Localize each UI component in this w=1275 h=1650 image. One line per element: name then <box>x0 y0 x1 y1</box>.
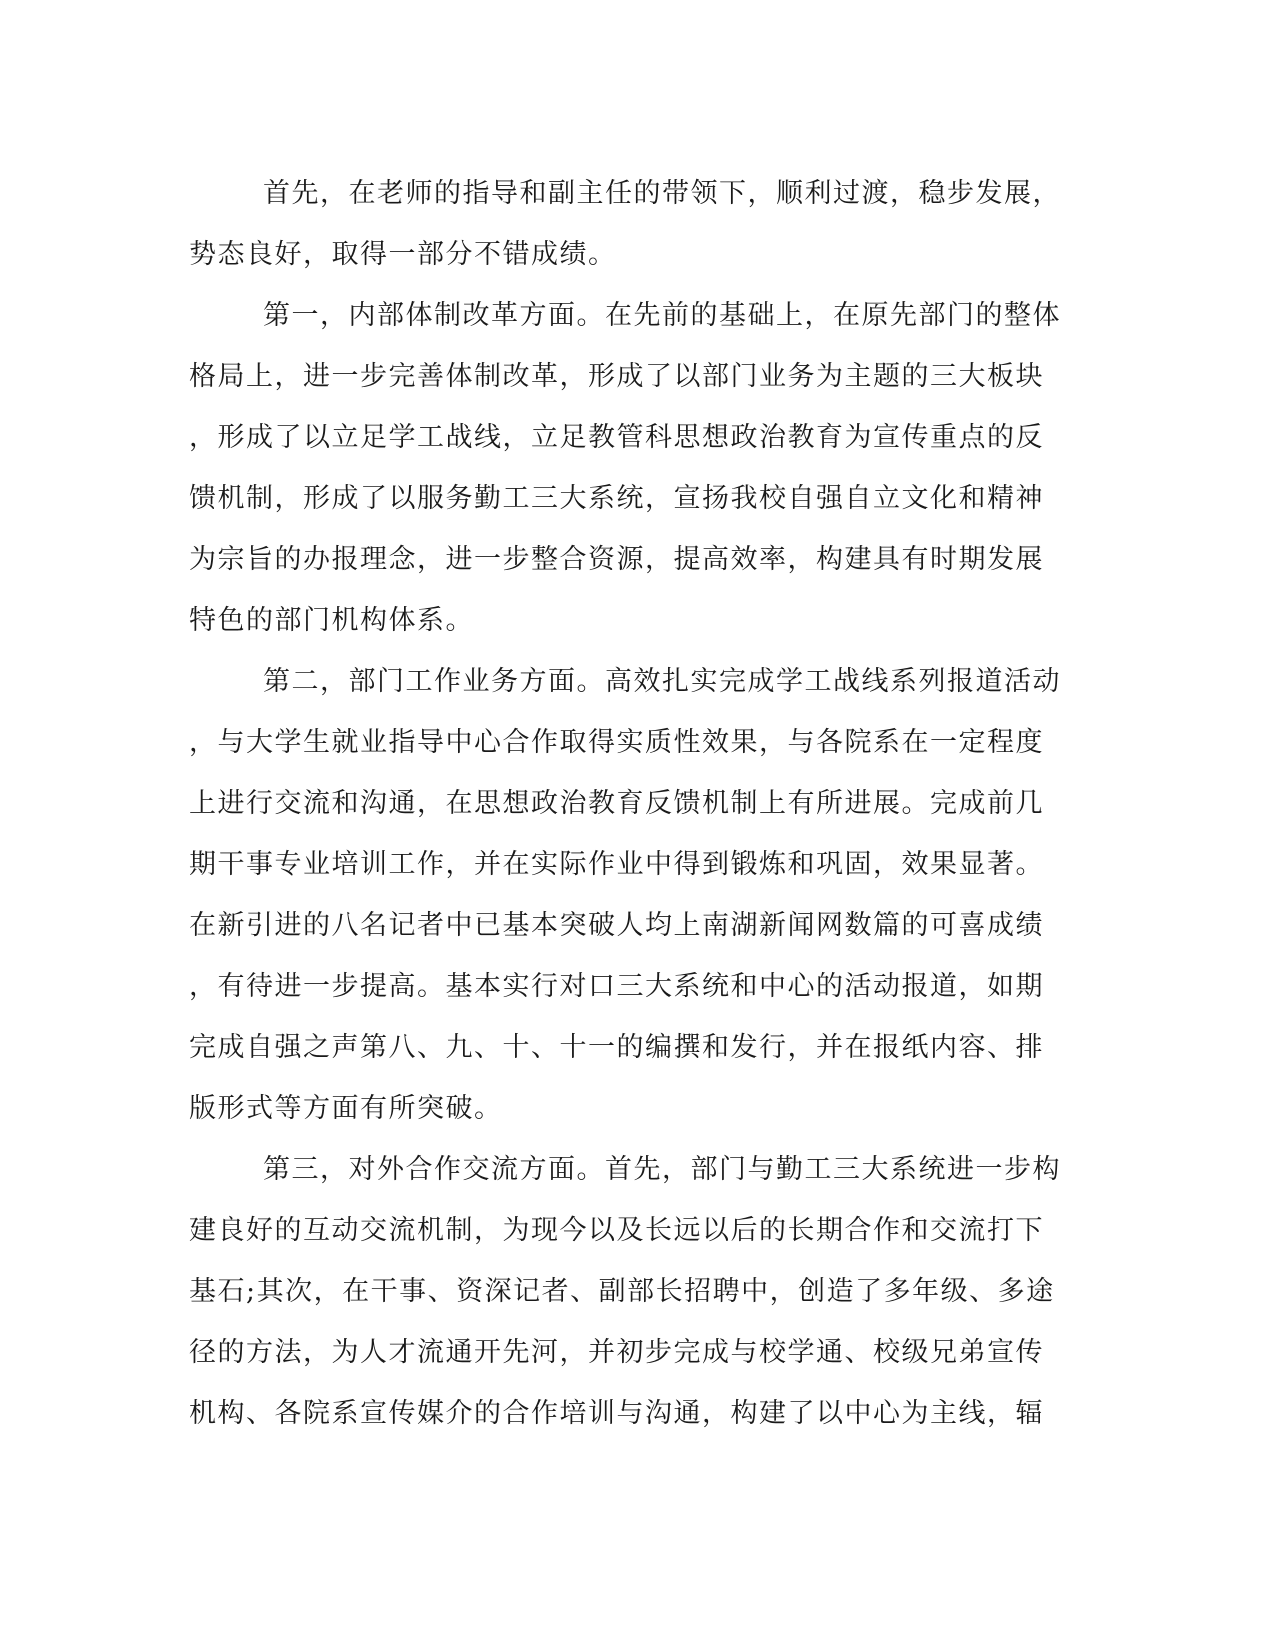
text-line: 基石;其次，在干事、资深记者、副部长招聘中，创造了多年级、多途 <box>189 1276 1055 1307</box>
text-line: 特色的部门机构体系。 <box>189 605 474 636</box>
text-line: ，有待进一步提高。基本实行对口三大系统和中心的活动报道，如期 <box>189 971 1044 1002</box>
text-line: 完成自强之声第八、九、十、十一的编撰和发行，并在报纸内容、排 <box>189 1032 1044 1063</box>
text-line: 版形式等方面有所突破。 <box>189 1093 503 1124</box>
text-line: 径的方法，为人才流通开先河，并初步完成与校学通、校级兄弟宣传 <box>189 1337 1044 1368</box>
text-line: ，与大学生就业指导中心合作取得实质性效果，与各院系在一定程度 <box>189 727 1044 758</box>
text-line: 在新引进的八名记者中已基本突破人均上南湖新闻网数篇的可喜成绩 <box>189 910 1044 941</box>
text-line: 第一，内部体制改革方面。在先前的基础上，在原先部门的整体 <box>263 300 1061 331</box>
paragraph-third <box>189 1139 1079 1444</box>
text-line: 第二，部门工作业务方面。高效扎实完成学工战线系列报道活动 <box>263 666 1061 697</box>
paragraph-second <box>189 651 1079 1139</box>
text-line: 上进行交流和沟通，在思想政治教育反馈机制上有所进展。完成前几 <box>189 788 1044 819</box>
text-line: 建良好的互动交流机制，为现今以及长远以后的长期合作和交流打下 <box>189 1215 1044 1246</box>
text-line: 机构、各院系宣传媒介的合作培训与沟通，构建了以中心为主线，辐 <box>189 1398 1044 1429</box>
paragraph-first <box>189 285 1079 651</box>
text-line: ，形成了以立足学工战线，立足教管科思想政治教育为宣传重点的反 <box>189 422 1044 453</box>
text-line: 格局上，进一步完善体制改革，形成了以部门业务为主题的三大板块 <box>189 361 1044 392</box>
text-line: 为宗旨的办报理念，进一步整合资源，提高效率，构建具有时期发展 <box>189 544 1044 575</box>
text-line: 势态良好，取得一部分不错成绩。 <box>189 239 617 270</box>
text-line: 第三，对外合作交流方面。首先，部门与勤工三大系统进一步构 <box>263 1154 1061 1185</box>
paragraph-intro <box>189 163 1079 285</box>
text-line: 期干事专业培训工作，并在实际作业中得到锻炼和巩固，效果显著。 <box>189 849 1044 880</box>
body-text <box>189 163 1079 1444</box>
text-line: 馈机制，形成了以服务勤工三大系统，宣扬我校自强自立文化和精神 <box>189 483 1044 514</box>
text-line: 首先，在老师的指导和副主任的带领下，顺利过渡，稳步发展， <box>263 178 1061 209</box>
